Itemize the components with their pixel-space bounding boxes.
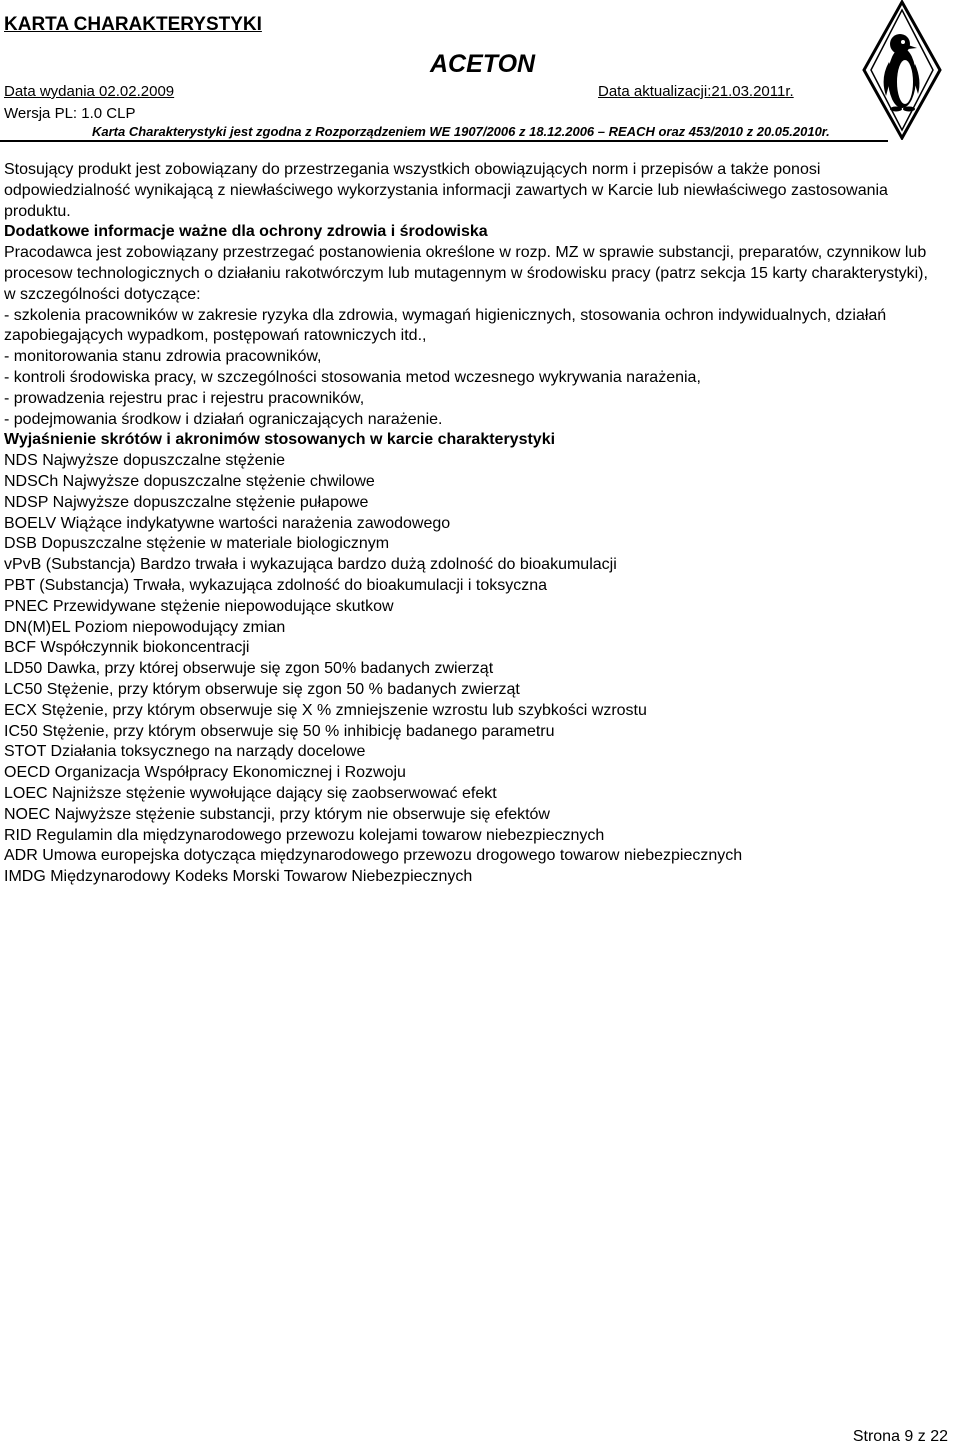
header-divider [0, 140, 888, 142]
section-heading-abbreviations: Wyjaśnienie skrótów i akronimów stosowanych w karcie charakterystyki [4, 431, 556, 449]
abbreviation-item: IC50 Stężenie, przy którym obserwuje się 50 % inhibicję badanego parametru [4, 722, 555, 740]
abbreviation-item: NOEC Najwyższe stężenie substancji, przy którym nie obserwuje się efektów [4, 805, 550, 823]
compliance-note: Karta Charakterystyki jest zgodna z Rozporządzeniem WE 1907/2006 z 18.12.2006 – REACH oraz 453/2010 z 20.05.2010r. [92, 124, 830, 139]
abbreviation-item: ECX Stężenie, przy którym obserwuje się X % zmniejszenie wzrostu lub szybkości wzrostu [4, 701, 647, 719]
abbreviation-item: PBT (Substancja) Trwała, wykazująca zdolność do bioakumulacji i toksyczna [4, 576, 548, 594]
obligation-item: - kontroli środowiska pracy, w szczególności stosowania metod wczesnego wykrywania narażenia, [4, 368, 701, 386]
responsibility-paragraph: Stosujący produkt jest zobowiązany do przestrzegania wszystkich obowiązujących norm i przepisów a także ponosi odpowiedzialność wynikającą z niewłaściwego wykorzystania informacji zawartych w Karcie lub niewłaściwego zastosowania produktu. [4, 161, 888, 220]
abbreviation-item: NDSP Najwyższe dopuszczalne stężenie pułapowe [4, 493, 369, 511]
version-label: Wersja PL: 1.0 CLP [4, 105, 136, 122]
obligation-item: - podejmowania środkow i działań ograniczających narażenie. [4, 410, 443, 428]
page-number: Strona 9 z 22 [852, 1428, 948, 1445]
obligation-item: - prowadzenia rejestru prac i rejestru pracowników, [4, 389, 365, 407]
abbreviation-item: PNEC Przewidywane stężenie niepowodujące skutkow [4, 597, 394, 615]
abbreviation-item: RID Regulamin dla międzynarodowego przewozu kolejami towarow niebezpiecznych [4, 826, 605, 844]
abbreviation-item: DSB Dopuszczalne stężenie w materiale biologicznym [4, 535, 390, 553]
product-name: ACETON [430, 50, 536, 78]
document-body [4, 160, 934, 888]
issue-date: Data wydania 02.02.2009 [4, 83, 175, 100]
abbreviation-item: LD50 Dawka, przy której obserwuje się zgon 50% badanych zwierząt [4, 660, 494, 678]
obligation-item: - monitorowania stanu zdrowia pracowników, [4, 348, 322, 366]
abbreviation-item: STOT Działania toksycznego na narządy docelowe [4, 743, 366, 761]
penguin-diamond-logo-icon [862, 0, 942, 140]
abbreviation-item: NDS Najwyższe dopuszczalne stężenie [4, 452, 286, 470]
abbreviation-item: LC50 Stężenie, przy którym obserwuje się zgon 50 % badanych zwierząt [4, 680, 520, 698]
update-date: Data aktualizacji:21.03.2011r. [598, 83, 794, 100]
training-paragraph: - szkolenia pracowników w zakresie ryzyka dla zdrowia, wymagań higienicznych, stosowania ochron indywidualnych, działań zapobiegających wypadkom, postępowań ratowniczych itd., [4, 306, 887, 345]
abbreviation-item: vPvB (Substancja) Bardzo trwała i wykazująca bardzo dużą zdolność do bioakumulacji [4, 556, 617, 574]
abbreviation-item: DN(M)EL Poziom niepowodujący zmian [4, 618, 286, 636]
document-title: KARTA CHARAKTERYSTYKI [4, 14, 262, 35]
section-heading-health: Dodatkowe informacje ważne dla ochrony zdrowia i środowiska [4, 223, 488, 241]
employer-obligations-paragraph: Pracodawca jest zobowiązany przestrzegać postanowienia określone w rozp. MZ w sprawie substancji, preparatów, czynnikow lub procesow technologicznych o działaniu rakotwórczym lub mutagennym w środowisku pracy (patrz sekcja 15 karty charakterystyki), w szczególności dotyczące: [4, 244, 928, 303]
abbreviation-item: NDSCh Najwyższe dopuszczalne stężenie chwilowe [4, 472, 375, 490]
abbreviation-item: ADR Umowa europejska dotycząca międzynarodowego przewozu drogowego towarow niebezpiecznych [4, 847, 743, 865]
abbreviation-item: LOEC Najniższe stężenie wywołujące dający się zaobserwować efekt [4, 784, 497, 802]
abbreviation-item: OECD Organizacja Współpracy Ekonomicznej i Rozwoju [4, 764, 406, 782]
abbreviation-list [4, 451, 934, 888]
abbreviation-item: BOELV Wiążące indykatywne wartości narażenia zawodowego [4, 514, 451, 532]
abbreviation-item: BCF Współczynnik biokoncentracji [4, 639, 250, 657]
abbreviation-item: IMDG Międzynarodowy Kodeks Morski Towarow Niebezpiecznych [4, 868, 473, 886]
